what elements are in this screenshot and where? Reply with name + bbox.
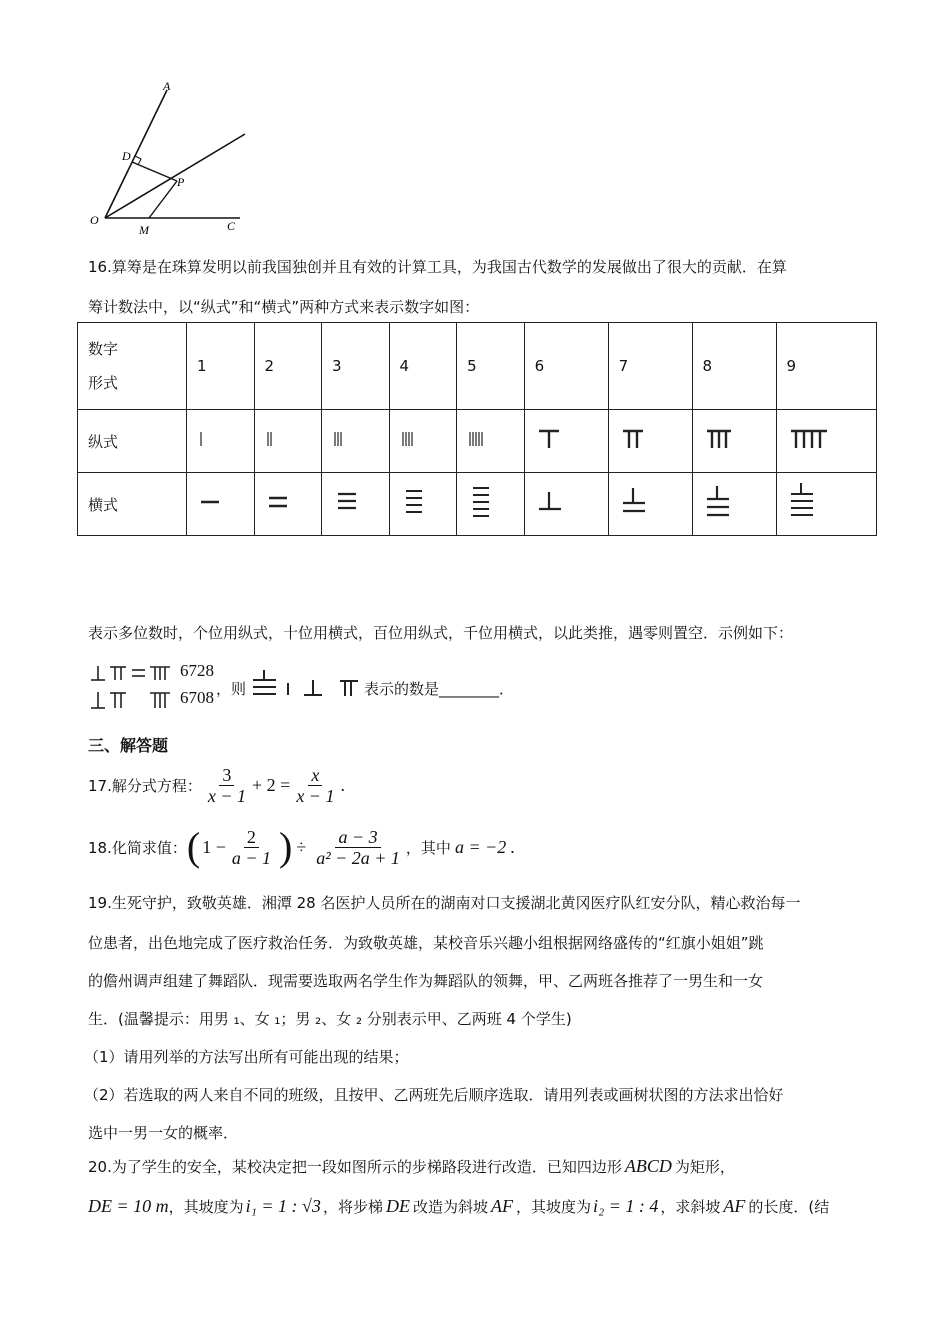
label-p: P	[177, 175, 185, 189]
digit-cell: 9	[776, 323, 876, 410]
q20-t3: 改造为斜坡	[412, 1198, 488, 1216]
q20-t6: 的长度．(结	[748, 1198, 830, 1216]
rod-horizontal-7	[608, 473, 692, 536]
q18-end: .	[510, 836, 515, 857]
rod-horizontal-5	[457, 473, 525, 536]
q20-de: DE = 10 m	[88, 1196, 169, 1216]
label-c: C	[227, 219, 236, 233]
q18-condition: a = −2	[454, 836, 507, 857]
rod-vertical-7	[608, 410, 692, 473]
header-label-digit: 数字	[88, 340, 119, 358]
example-number-6708: 6708	[180, 688, 214, 707]
rod-example-figure	[88, 662, 180, 712]
digit-cell: 1	[187, 323, 255, 410]
q20-t2: ，将步梯	[322, 1198, 383, 1216]
q16-line3: 表示多位数时，个位用纵式，十位用横式，百位用纵式，千位用横式，以此类推，遇零则置空．示例如下：	[88, 624, 794, 642]
label-d: D	[122, 149, 131, 163]
angle-bisector-figure	[85, 78, 265, 243]
digit-cell: 8	[692, 323, 776, 410]
q17-numerator-2: x	[308, 765, 322, 786]
row-label-horizontal: 横式	[78, 473, 187, 536]
q20-line1	[88, 1156, 735, 1177]
q18-numerator-1: 2	[244, 827, 259, 848]
q17-plus: + 2 =	[252, 774, 291, 795]
table-row-vertical	[78, 410, 877, 473]
digit-cell: 4	[389, 323, 457, 410]
rod-horizontal-8	[692, 473, 776, 536]
q17-prefix: 17.解分式方程：	[88, 776, 202, 795]
q19-line3: 的儋州调声组建了舞蹈队．现需要选取两名学生作为舞蹈队的领舞，甲、乙两班各推荐了一男生和一女	[88, 972, 764, 990]
rod-question-figure	[250, 668, 362, 702]
q18	[88, 822, 515, 872]
q16-line1: 16.算筹是在珠算发明以前我国独创并且有效的计算工具，为我国古代数学的发展做出了很大的贡献．在算	[88, 258, 787, 276]
rod-vertical-2	[254, 410, 322, 473]
digit-cell: 6	[524, 323, 608, 410]
rod-horizontal-2	[254, 473, 322, 536]
header-label-form: 形式	[88, 374, 119, 392]
q16-question-mid: ，则	[216, 680, 247, 698]
digit-cell: 7	[608, 323, 692, 410]
rod-vertical-3	[322, 410, 390, 473]
q17-denominator-1: x − 1	[207, 785, 246, 806]
rod-vertical-5	[457, 410, 525, 473]
rod-vertical-1	[187, 410, 255, 473]
section-title: 三、解答题	[88, 736, 169, 755]
q20-af: AF	[490, 1196, 513, 1216]
rod-vertical-9	[776, 410, 876, 473]
rod-horizontal-9	[776, 473, 876, 536]
q18-mid: ，其中	[405, 838, 451, 857]
q20-line2	[88, 1196, 829, 1217]
q18-denominator-1: a − 1	[231, 847, 271, 868]
rod-horizontal-4	[389, 473, 457, 536]
q17-fraction-1	[205, 765, 249, 806]
q20-i1: i₁ = 1 : √3	[245, 1196, 321, 1216]
header-cell	[78, 323, 187, 410]
q20-af2: AF	[723, 1196, 746, 1216]
segment-pm	[149, 181, 177, 218]
table-row-horizontal	[78, 473, 877, 536]
q19-sub1: （1）请用列举的方法写出所有可能出现的结果；	[84, 1048, 409, 1066]
label-m: M	[139, 223, 149, 237]
q17-fraction-2	[293, 765, 337, 806]
q16-line2: 筹计数法中，以“纵式”和“横式”两种方式来表示数字如图：	[88, 298, 480, 316]
q19-sub2-line1: （2）若选取的两人来自不同的班级，且按甲、乙两班先后顺序选取．请用列表或画树状图的方法求出恰好	[84, 1086, 784, 1104]
counting-rod-table	[77, 322, 877, 536]
q18-left-paren: (	[186, 824, 201, 869]
q20-line1-b: 为矩形，	[674, 1158, 735, 1176]
example-number-6728: 6728	[180, 661, 214, 680]
q18-divide: ÷	[296, 836, 307, 857]
rod-vertical-4	[389, 410, 457, 473]
q17-numerator-1: 3	[219, 765, 234, 786]
rod-horizontal-6	[524, 473, 608, 536]
table-row-digits	[78, 323, 877, 410]
segment-dp	[132, 162, 177, 181]
rod-horizontal-3	[322, 473, 390, 536]
q20-t1: ，其坡度为	[168, 1198, 244, 1216]
label-a: A	[163, 79, 171, 93]
q19-line4: 生．(温馨提示：用男 ₁、女 ₁；男 ₂、女 ₂ 分别表示甲、乙两班 4 个学生)	[88, 1010, 572, 1028]
q18-denominator-2: a² − 2a + 1	[316, 847, 400, 868]
rod-horizontal-1	[187, 473, 255, 536]
q18-right-paren: )	[279, 824, 293, 869]
q16-question-end: 表示的数是________．	[364, 680, 515, 698]
q20-line1-a: 20.为了学生的安全，某校决定把一段如图所示的步梯路段进行改造．已知四边形	[88, 1158, 622, 1176]
q20-t4: ，其坡度为	[515, 1198, 591, 1216]
q18-fraction-1	[229, 827, 274, 868]
q20-i2: i₂ = 1 : 4	[592, 1196, 659, 1216]
q17-end: .	[340, 774, 345, 795]
q19-line2: 位患者，出色地完成了医疗救治任务．为致敬英雄，某校音乐兴趣小组根据网络盛传的“红旗小姐姐”跳	[88, 934, 764, 952]
q18-fraction-2	[313, 827, 403, 868]
q17-denominator-2: x − 1	[296, 785, 335, 806]
rod-vertical-6	[524, 410, 608, 473]
q17	[88, 762, 345, 808]
q18-prefix: 18.化简求值：	[88, 838, 187, 857]
digit-cell: 3	[322, 323, 390, 410]
q20-t5: ，求斜坡	[660, 1198, 721, 1216]
q20-abcd: ABCD	[624, 1156, 672, 1176]
digit-cell: 5	[457, 323, 525, 410]
q19-sub2-line2: 选中一男一女的概率．	[88, 1124, 239, 1142]
q18-numerator-2: a − 3	[335, 827, 380, 848]
digit-cell: 2	[254, 323, 322, 410]
q19-line1: 19.生死守护，致敬英雄．湘潭 28 名医护人员所在的湖南对口支援湖北黄冈医疗队红安分队，精心救治每一	[88, 894, 801, 912]
q18-one-minus: 1 −	[202, 836, 226, 857]
row-label-vertical: 纵式	[78, 410, 187, 473]
q20-de2: DE	[385, 1196, 410, 1216]
rod-vertical-8	[692, 410, 776, 473]
label-o: O	[90, 213, 99, 227]
